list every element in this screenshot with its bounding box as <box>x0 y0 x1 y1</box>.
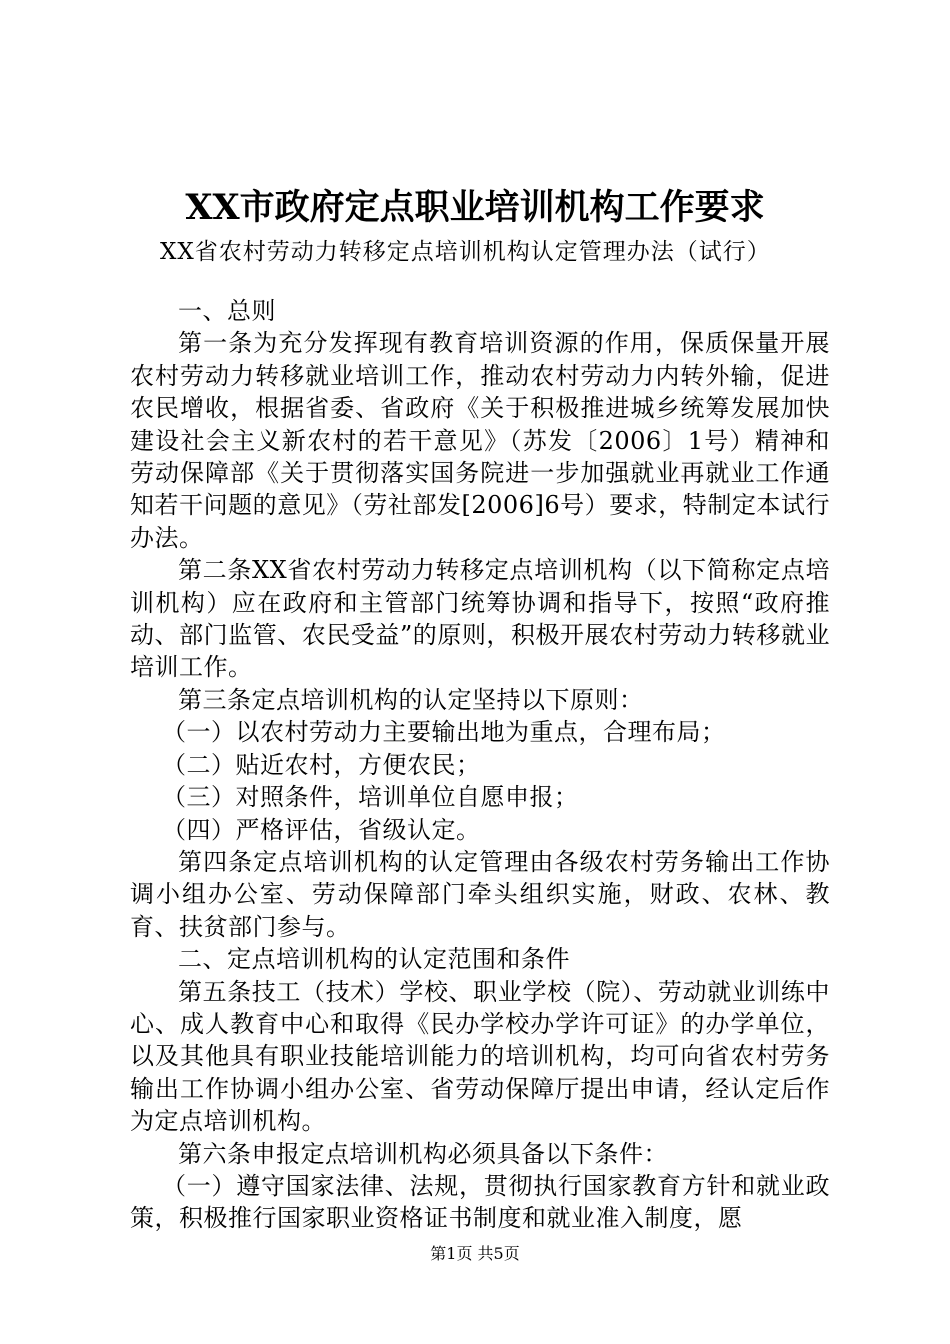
section-heading: 一、总则 <box>178 297 276 325</box>
article-paragraph: 第四条定点培训机构的认定管理由各级农村劳务输出工作协调小组办公室、劳动保障部门牵头组织实施，财政、农林、教育、扶贫部门参与。 <box>130 847 830 941</box>
document-body <box>130 295 830 1235</box>
list-item: （二）贴近农村，方便农民； <box>162 750 481 779</box>
document-title: XX市政府定点职业培训机构工作要求 <box>185 187 765 228</box>
article-paragraph: 第一条为充分发挥现有教育培训资源的作用，保质保量开展农村劳动力转移就业培训工作，推动农村劳动力内转外输，促进农民增收，根据省委、省政府《关于积极推进城乡统筹发展加快建设社会主义新农村的若干意见》（苏发〔2006〕1号）精神和劳动保障部《关于贯彻落实国务院进一步加强就业再就业工作通知若干问题的意见》（劳社部发[2006]6号）要求，特制定本试行办法。 <box>130 329 830 552</box>
list-item: （四）严格评估，省级认定。 <box>162 815 481 844</box>
article-paragraph: 第三条定点培训机构的认定坚持以下原则： <box>178 685 644 714</box>
list-item: （一）遵守国家法律、法规，贯彻执行国家教育方针和就业政策，积极推行国家职业资格证书制度和就业准入制度，愿 <box>130 1171 830 1233</box>
list-item: （三）对照条件，培训单位自愿申报； <box>162 783 579 812</box>
document-subtitle: XX省农村劳动力转移定点培训机构认定管理办法（试行） <box>160 239 771 265</box>
article-paragraph: 第五条技工（技术）学校、职业学校（院）、劳动就业训练中心、成人教育中心和取得《民办学校办学许可证》的办学单位，以及其他具有职业技能培训能力的培训机构，均可向省农村劳务输出工作协调小组办公室、省劳动保障厅提出申请，经认定后作为定点培训机构。 <box>130 977 830 1136</box>
article-paragraph: 第六条申报定点培训机构必须具备以下条件： <box>178 1139 668 1168</box>
page-footer: 第1页 共5页 <box>430 1244 520 1263</box>
list-item: （一）以农村劳动力主要输出地为重点，合理布局； <box>162 718 726 747</box>
section-heading: 二、定点培训机构的认定范围和条件 <box>178 945 570 974</box>
article-paragraph: 第二条XX省农村劳动力转移定点培训机构（以下简称定点培训机构）应在政府和主管部门统筹协调和指导下，按照“政府推动、部门监管、农民受益”的原则，积极开展农村劳动力转移就业培训工作。 <box>130 556 830 682</box>
